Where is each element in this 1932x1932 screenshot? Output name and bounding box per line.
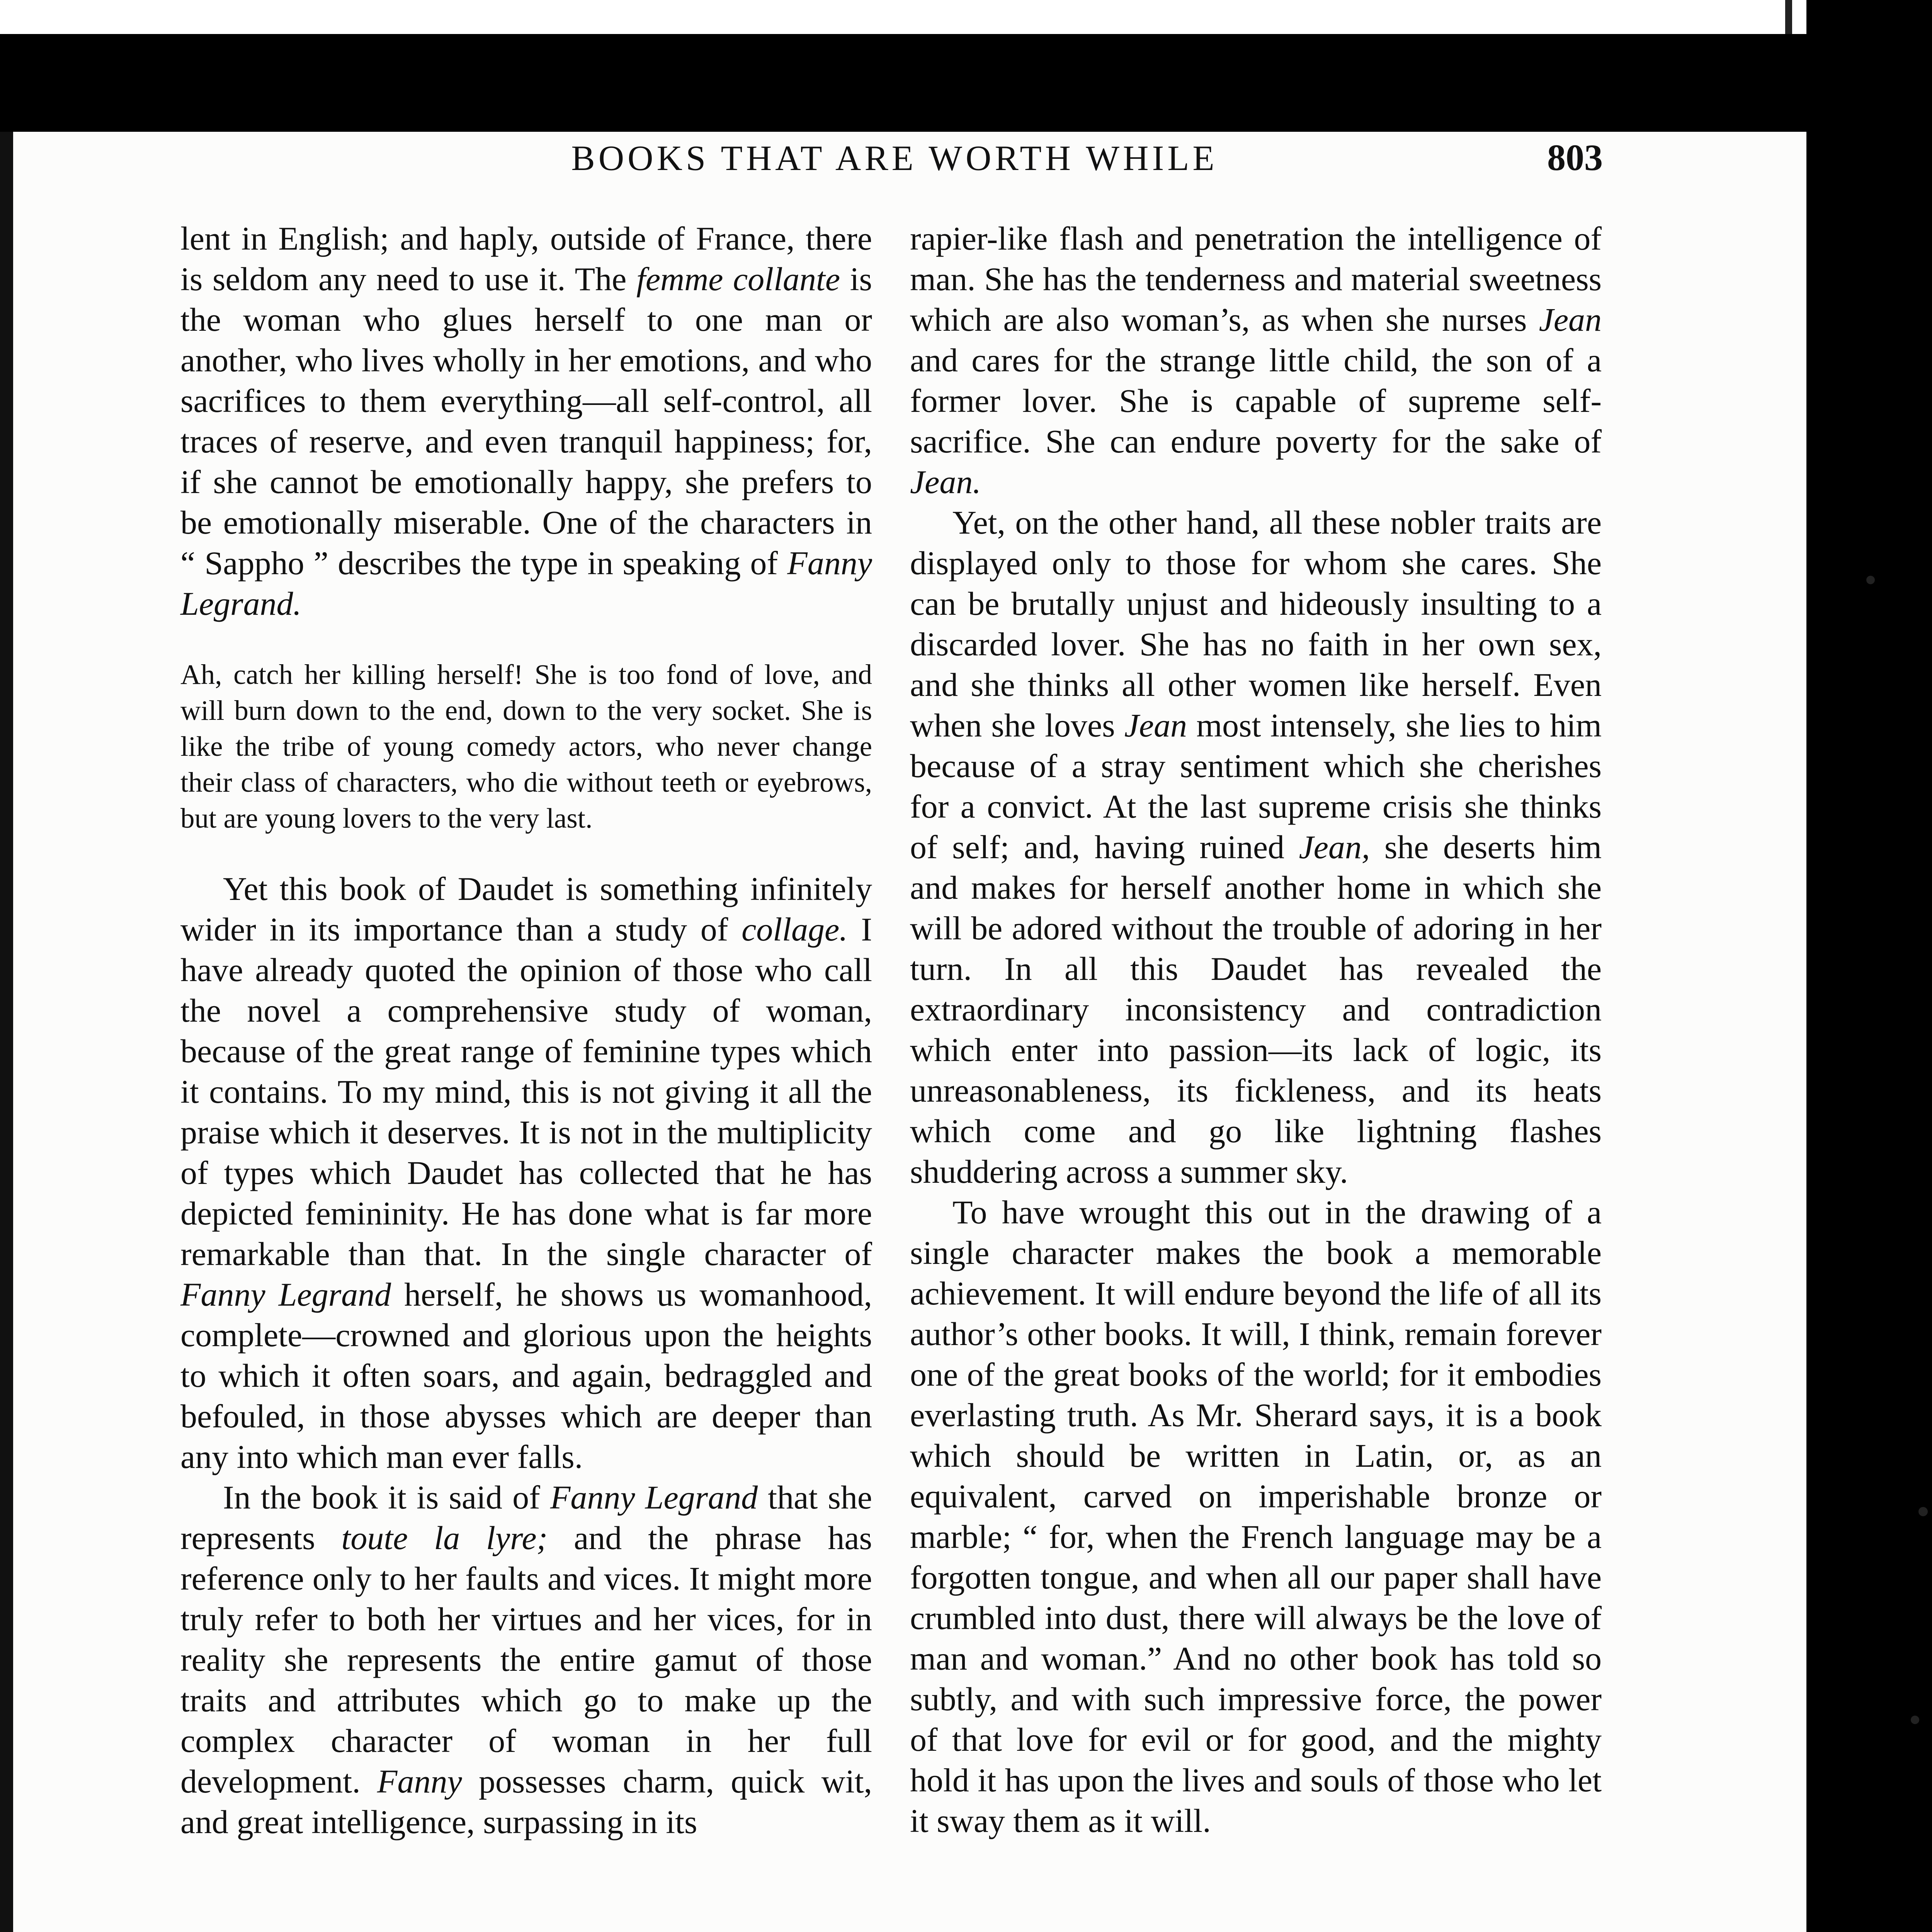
scan-speck [1866, 576, 1875, 584]
paragraph: Yet this book of Daudet is something infinitely wider in its importance than a study of collage. I have already quoted the opinion of those who call the novel a comprehensive study of woman, because of the great range of feminine types which it contains. To my mind, this is not giving it all the praise which it deserves. It is not in the multiplicity of types which Daudet has collected that he has depicted femininity. He has done what is far more remarkable than that. In the single character of Fanny Legrand herself, he shows us womanhood, complete—crowned and glorious upon the heights to which it often soars, and again, bedraggled and befouled, in those abysses which are deeper than any into which man ever falls. [180, 870, 872, 1475]
paragraph: rapier-like flash and penetration the intelligence of man. She has the tenderness and material sweetness which are also woman’s, as when she nurses Jean and cares for the strange little child, the son of a former lover. She is capable of supreme self-sacrifice. She can endure poverty for the sake of Jean. [910, 220, 1602, 500]
paragraph: In the book it is said of Fanny Legrand that she represents toute la lyre; and the phrase has reference only to her faults and vices. It might more truly refer to both her virtues and her vices, for in reality she represents the entire gamut of those traits and attributes which go to make up the complex character of woman in her full development. Fanny possesses charm, quick wit, and great intelligence, surpassing in its [180, 1479, 872, 1840]
previous-page-edge [1785, 0, 1792, 34]
block-quote [180, 656, 872, 836]
running-title: BOOKS THAT ARE WORTH WHILE [571, 138, 1218, 178]
scan-speck [1918, 1507, 1928, 1516]
left-column [180, 218, 872, 1842]
right-column [910, 218, 1602, 1841]
page-number: 803 [1547, 137, 1603, 178]
paragraph: Yet, on the other hand, all these nobler traits are displayed only to those for whom she cares. She can be brutally unjust and hideously insulting to a discarded lover. She has no faith in her own sex, and she thinks all other women like herself. Even when she loves Jean most intensely, she lies to him because of a stray sentiment which she cherishes for a convict. At the last supreme crisis she thinks of self; and, having ruined Jean, she deserts him and makes for herself another home in which she will be adored without the trouble of adoring in her turn. In all this Daudet has revealed the extraordinary inconsistency and contradiction which enter into passion—its lack of logic, its unreasonableness, its fickleness, and its heats which come and go like lightning flashes shuddering across a summer sky. [910, 504, 1602, 1190]
page-binding-edge [0, 132, 13, 1932]
previous-page-strip [0, 0, 1806, 34]
paragraph: To have wrought this out in the drawing of a single character makes the book a memorable achievement. It will endure beyond the life of all its author’s other books. It will, I think, remain forever one of the great books of the world; for it embodies everlasting truth. As Mr. Sherard says, it is a book which should be written in Latin, or, as an equivalent, carved on imperishable bronze or marble; “ for, when the French language may be a forgotten tongue, and when all our paper shall have crumbled into dust, there will always be the love of man and woman.” And no other book has told so subtly, and with such impressive force, the power of that love for evil or for good, and the mighty hold it has upon the lives and souls of those who let it sway them as it will. [910, 1194, 1602, 1839]
quote-text: Ah, catch her killing herself! She is too fond of love, and will burn down to the end, down to the very socket. She is like the tribe of young comedy actors, who never change their class of characters, who die without teeth or eyebrows, but are young lovers to the very last. [180, 659, 872, 834]
paragraph: lent in English; and haply, outside of France, there is seldom any need to use it. The femme collante is the woman who glues herself to one man or another, who lives wholly in her emotions, and who sacrifices to them everything—all self-control, all traces of reserve, and even tranquil happiness; for, if she cannot be emotionally happy, she prefers to be emotionally miserable. One of the characters in “ Sappho ” describes the type in speaking of Fanny Legrand. [180, 220, 872, 622]
scan-speck [1911, 1716, 1919, 1724]
